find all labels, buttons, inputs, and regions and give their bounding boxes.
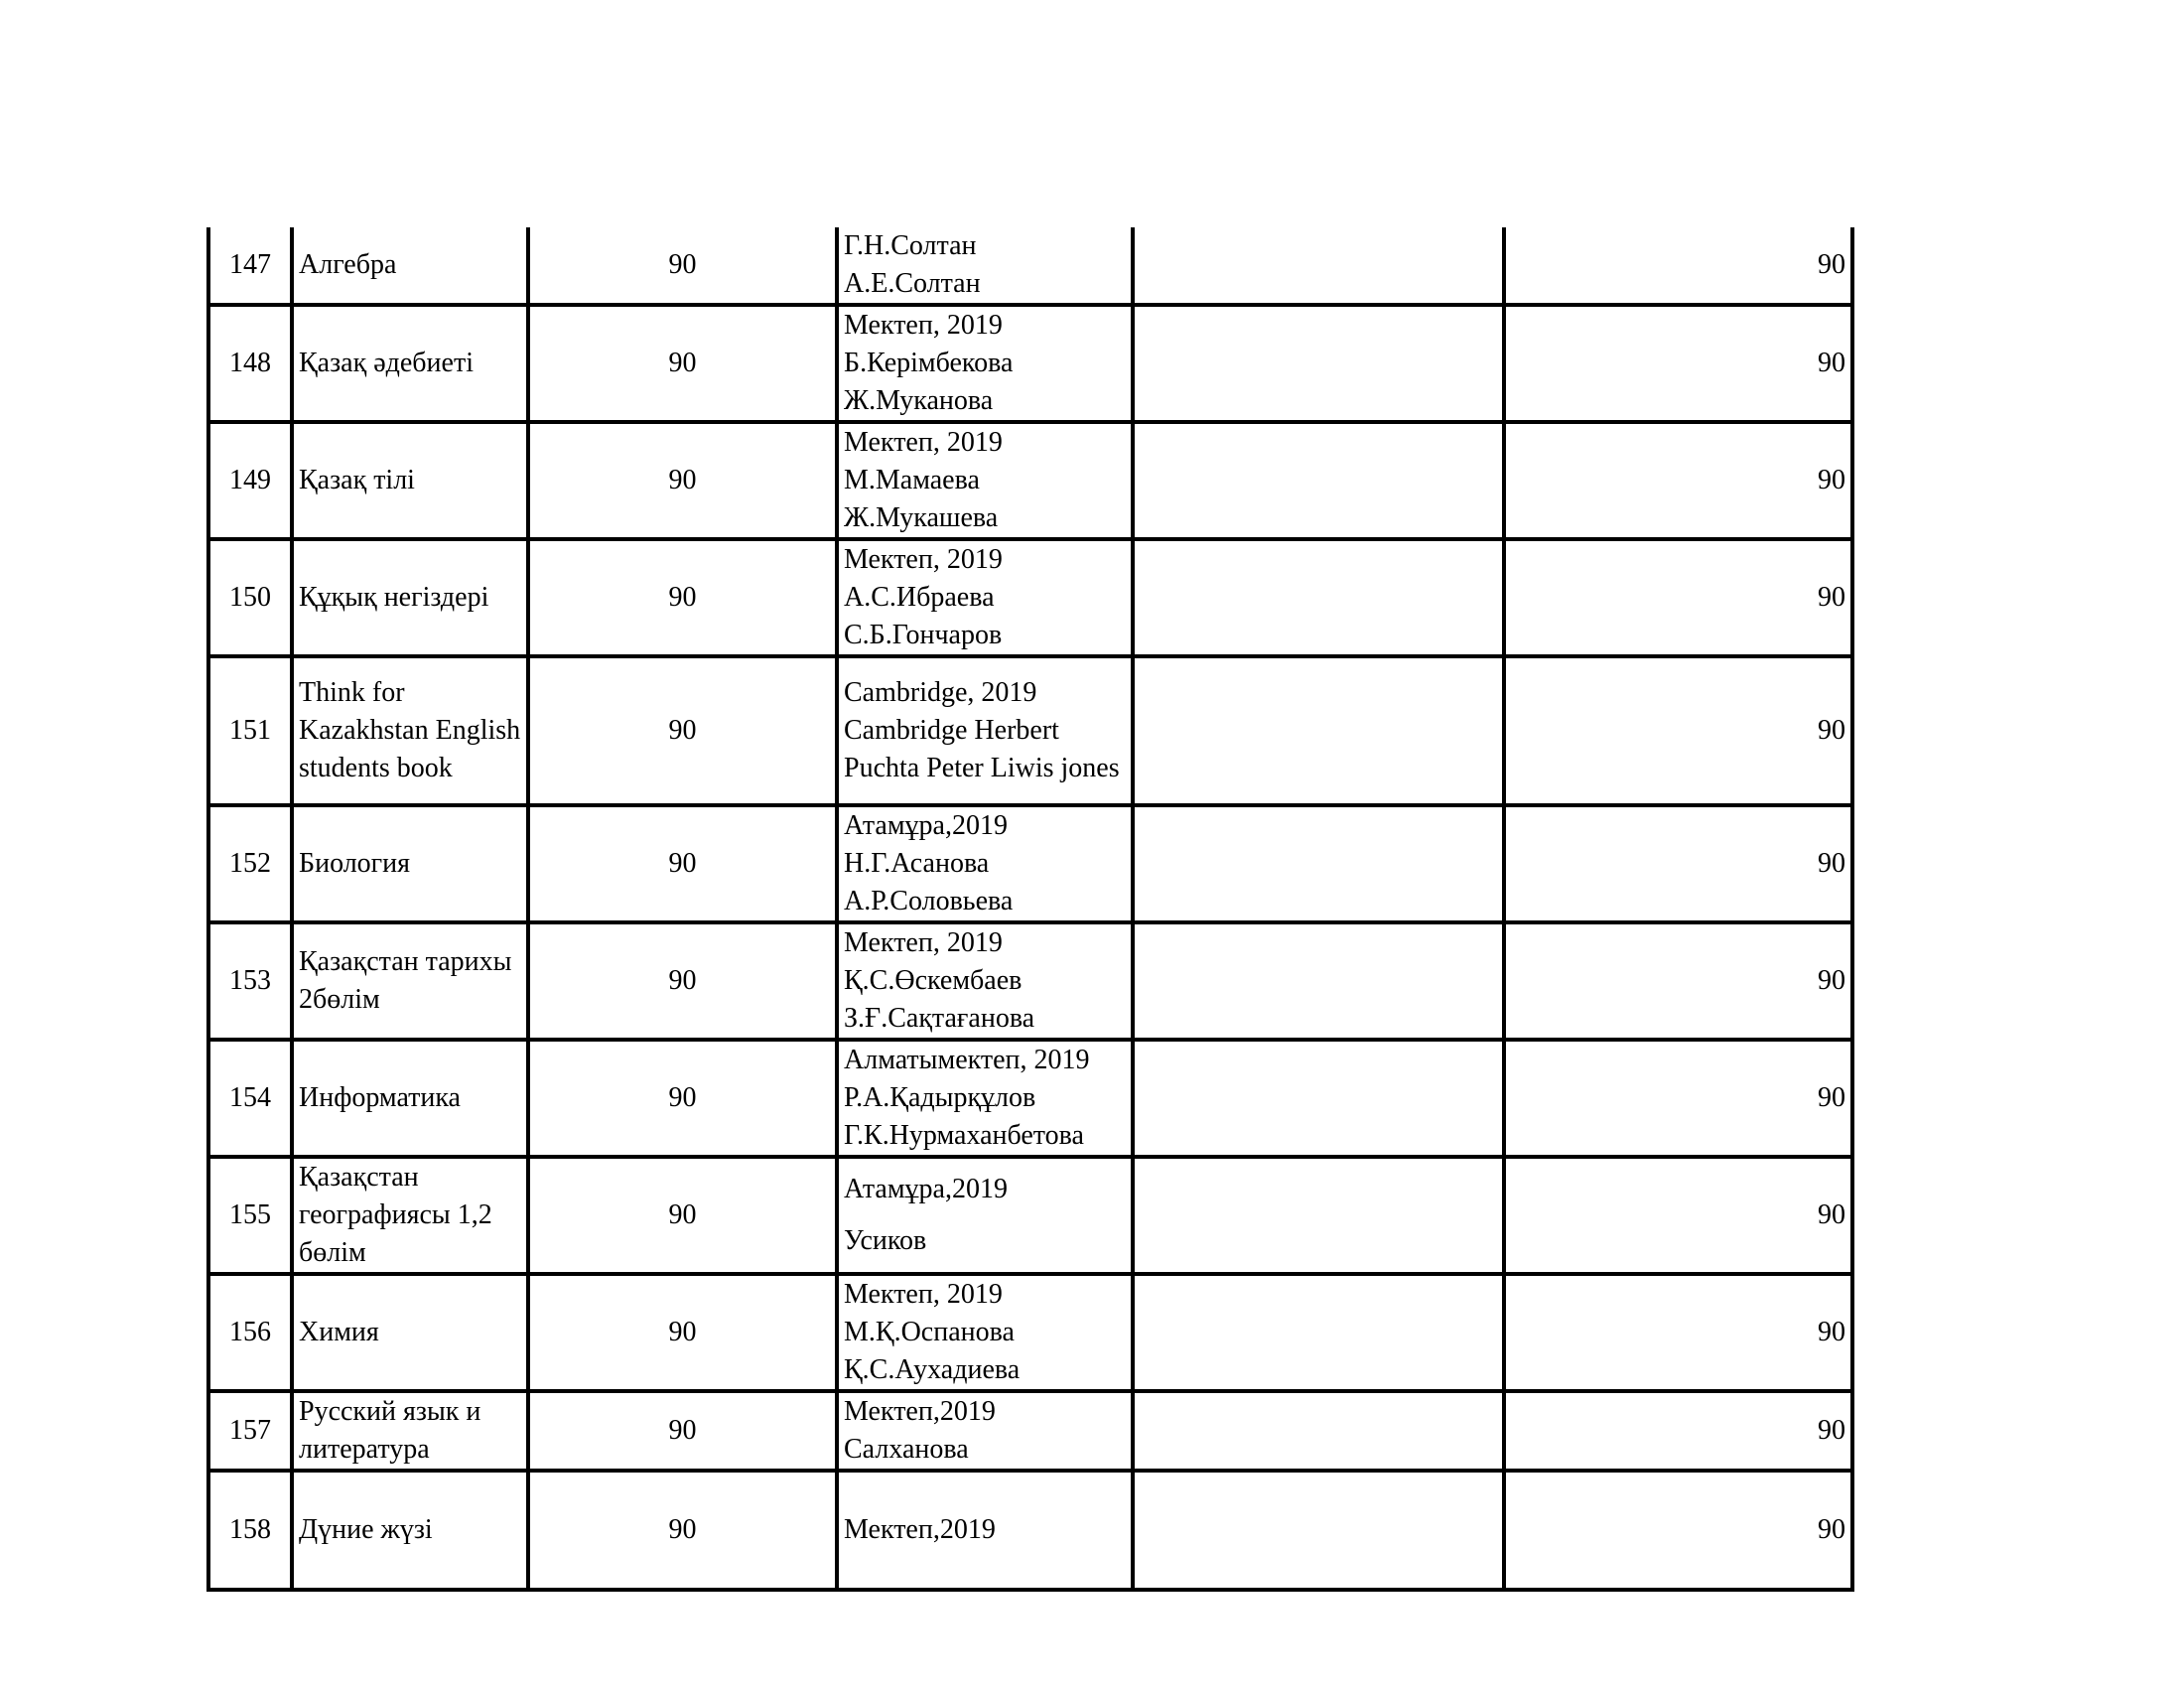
empty-cell	[1133, 1157, 1504, 1274]
publisher-line: Puchta Peter Liwis jones	[844, 753, 1120, 783]
publisher-line: Мектеп, 2019	[844, 544, 1003, 575]
book-title-line: Химия	[299, 1317, 379, 1347]
row-number: 147	[208, 227, 292, 305]
quantity: 90	[528, 1040, 837, 1157]
publisher-line: Б.Керімбекова	[844, 348, 1014, 378]
publisher-authors	[837, 1157, 1133, 1274]
publisher-line: З.Ғ.Сақтағанова	[844, 1003, 1035, 1034]
book-title-line: Русский язык и	[299, 1396, 481, 1427]
publisher-authors	[837, 1040, 1133, 1157]
empty-cell	[1133, 922, 1504, 1040]
publisher-authors	[837, 539, 1133, 656]
total: 90	[1504, 1274, 1852, 1391]
publisher-authors	[837, 1471, 1133, 1590]
book-title	[292, 1471, 528, 1590]
book-title-line: географиясы 1,2	[299, 1199, 492, 1230]
total: 90	[1504, 539, 1852, 656]
book-title-line: Биология	[299, 848, 411, 879]
quantity: 90	[528, 227, 837, 305]
publisher-line: Ж.Муканова	[844, 385, 994, 416]
publisher-line: Г.Н.Солтан	[844, 230, 977, 261]
total: 90	[1504, 805, 1852, 922]
empty-cell	[1133, 1274, 1504, 1391]
table-row	[208, 922, 1852, 1040]
publisher-line: Алматымектеп, 2019	[844, 1045, 1090, 1075]
book-title-line: Құқық негіздері	[299, 582, 489, 613]
book-title	[292, 805, 528, 922]
quantity: 90	[528, 305, 837, 422]
quantity: 90	[528, 422, 837, 539]
publisher-line: Мектеп, 2019	[844, 310, 1003, 341]
book-title	[292, 1274, 528, 1391]
empty-cell	[1133, 422, 1504, 539]
book-title-line: Қазақ әдебиеті	[299, 348, 474, 378]
quantity: 90	[528, 539, 837, 656]
book-title-line: Think for	[299, 677, 405, 708]
publisher-line: М.Мамаева	[844, 465, 980, 495]
total: 90	[1504, 227, 1852, 305]
publisher-line: А.Р.Соловьева	[844, 886, 1014, 916]
book-title-line: Қазақстан тарихы	[299, 946, 512, 977]
publisher-line: Қ.С.Өскембаев	[844, 965, 1023, 996]
table-row	[208, 539, 1852, 656]
publisher-line: Мектеп,2019	[844, 1514, 996, 1545]
table-row	[208, 1274, 1852, 1391]
row-number: 155	[208, 1157, 292, 1274]
publisher-line: М.Қ.Оспанова	[844, 1317, 1015, 1347]
empty-cell	[1133, 1040, 1504, 1157]
publisher-line: С.Б.Гончаров	[844, 620, 1003, 650]
publisher-authors	[837, 1391, 1133, 1471]
quantity: 90	[528, 1157, 837, 1274]
table-row	[208, 227, 1852, 305]
row-number: 150	[208, 539, 292, 656]
publisher-line: Салханова	[844, 1434, 969, 1465]
book-title	[292, 656, 528, 805]
quantity: 90	[528, 922, 837, 1040]
book-title	[292, 305, 528, 422]
total: 90	[1504, 1391, 1852, 1471]
table-row	[208, 305, 1852, 422]
empty-cell	[1133, 805, 1504, 922]
empty-cell	[1133, 1471, 1504, 1590]
table-row	[208, 656, 1852, 805]
publisher-line: А.С.Ибраева	[844, 582, 995, 613]
publisher-line: Атамұра,2019	[844, 1174, 1008, 1204]
publisher-line: Атамұра,2019	[844, 810, 1008, 841]
publisher-authors	[837, 1274, 1133, 1391]
book-title-line: Kazakhstan English	[299, 715, 521, 746]
empty-cell	[1133, 656, 1504, 805]
table-viewport	[206, 227, 1850, 1545]
row-number: 156	[208, 1274, 292, 1391]
empty-cell	[1133, 227, 1504, 305]
row-number: 154	[208, 1040, 292, 1157]
book-title-line: Алгебра	[299, 249, 397, 280]
publisher-line: Мектеп, 2019	[844, 927, 1003, 958]
book-title-line: бөлім	[299, 1237, 366, 1268]
row-number: 149	[208, 422, 292, 539]
book-title	[292, 1040, 528, 1157]
table-row	[208, 422, 1852, 539]
quantity: 90	[528, 805, 837, 922]
empty-cell	[1133, 1391, 1504, 1471]
table-row	[208, 805, 1852, 922]
publisher-line: Қ.С.Аухадиева	[844, 1354, 1021, 1385]
quantity: 90	[528, 1471, 837, 1590]
publisher-line: Г.К.Нурмаханбетова	[844, 1120, 1084, 1151]
table-row	[208, 1157, 1852, 1274]
publisher-line: Усиков	[844, 1225, 927, 1256]
quantity: 90	[528, 1391, 837, 1471]
book-title	[292, 422, 528, 539]
total: 90	[1504, 305, 1852, 422]
publisher-authors	[837, 305, 1133, 422]
row-number: 157	[208, 1391, 292, 1471]
table-row	[208, 1040, 1852, 1157]
publisher-authors	[837, 422, 1133, 539]
publisher-line: Cambridge Herbert	[844, 715, 1059, 746]
book-title	[292, 539, 528, 656]
row-number: 158	[208, 1471, 292, 1590]
table-row	[208, 1391, 1852, 1471]
quantity: 90	[528, 656, 837, 805]
empty-cell	[1133, 305, 1504, 422]
book-title-line: Қазақстан	[299, 1162, 419, 1193]
publisher-authors	[837, 656, 1133, 805]
book-title	[292, 1157, 528, 1274]
publisher-authors	[837, 805, 1133, 922]
publisher-line: Ж.Мукашева	[844, 502, 999, 533]
quantity: 90	[528, 1274, 837, 1391]
book-title-line: 2бөлім	[299, 984, 380, 1015]
table-body	[208, 227, 1852, 1590]
publisher-line: Cambridge, 2019	[844, 677, 1037, 708]
publisher-authors	[837, 227, 1133, 305]
total: 90	[1504, 1471, 1852, 1590]
publisher-line	[844, 1208, 1126, 1222]
total: 90	[1504, 656, 1852, 805]
book-title	[292, 1391, 528, 1471]
book-title	[292, 227, 528, 305]
publisher-line: Мектеп, 2019	[844, 1279, 1003, 1310]
book-title	[292, 922, 528, 1040]
row-number: 148	[208, 305, 292, 422]
row-number: 152	[208, 805, 292, 922]
publisher-authors	[837, 922, 1133, 1040]
book-title-line: students book	[299, 753, 453, 783]
total: 90	[1504, 1157, 1852, 1274]
textbook-table	[206, 227, 1854, 1592]
publisher-line: Мектеп,2019	[844, 1396, 996, 1427]
empty-cell	[1133, 539, 1504, 656]
row-number: 151	[208, 656, 292, 805]
publisher-line: Н.Г.Асанова	[844, 848, 990, 879]
row-number: 153	[208, 922, 292, 1040]
total: 90	[1504, 422, 1852, 539]
publisher-line: А.Е.Солтан	[844, 268, 981, 299]
table-row	[208, 1471, 1852, 1590]
total: 90	[1504, 1040, 1852, 1157]
book-title-line: Қазақ тілі	[299, 465, 415, 495]
book-title-line: литература	[299, 1434, 430, 1465]
publisher-line: Р.А.Қадырқұлов	[844, 1082, 1036, 1113]
book-title-line: Дүние жүзі	[299, 1514, 433, 1545]
publisher-line: Мектеп, 2019	[844, 427, 1003, 458]
total: 90	[1504, 922, 1852, 1040]
book-title-line: Информатика	[299, 1082, 461, 1113]
